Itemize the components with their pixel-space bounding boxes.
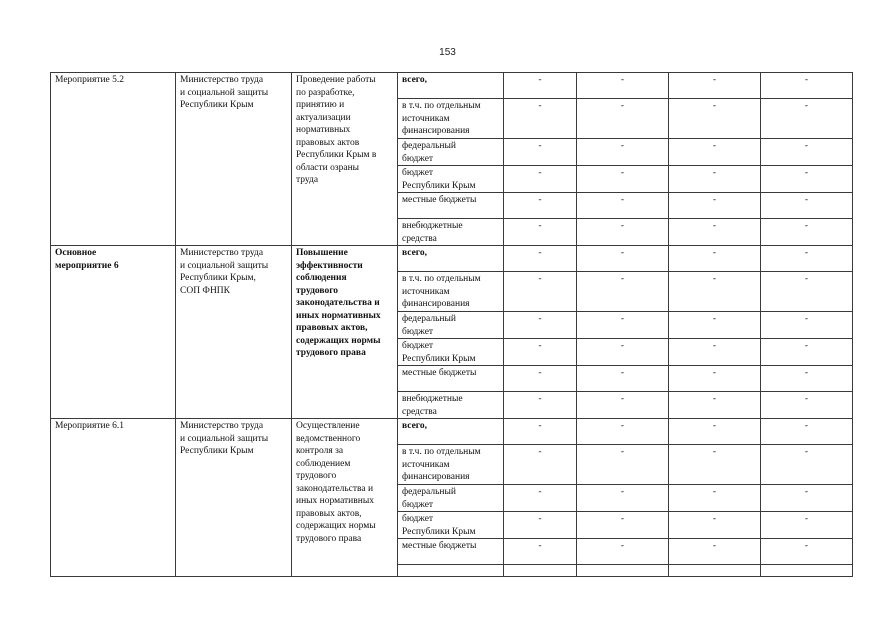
amount-cell: - <box>669 246 761 272</box>
amount-cell: - <box>669 539 761 565</box>
amount-cell: - <box>761 445 853 485</box>
amount-cell: - <box>761 73 853 99</box>
amount-cell: - <box>577 445 669 485</box>
table-row <box>51 246 853 272</box>
page-number: 153 <box>439 47 456 58</box>
amount-cell: - <box>761 419 853 445</box>
empty-cell <box>398 565 504 577</box>
amount-cell: - <box>577 312 669 339</box>
amount-cell: - <box>577 419 669 445</box>
amount-cell: - <box>577 339 669 366</box>
amount-cell: - <box>577 272 669 312</box>
amount-cell: - <box>504 312 577 339</box>
amount-cell: - <box>761 392 853 419</box>
funding-table <box>50 72 853 577</box>
amount-cell: - <box>669 139 761 166</box>
amount-cell: - <box>577 392 669 419</box>
amount-cell: - <box>761 312 853 339</box>
amount-cell: - <box>761 485 853 512</box>
funding-source-cell: внебюджетные средства <box>398 392 504 419</box>
funding-source-cell: местные бюджеты <box>398 539 504 565</box>
amount-cell: - <box>669 166 761 193</box>
amount-cell: - <box>577 193 669 219</box>
funding-source-cell: в т.ч. по отдельным источникам финансирования <box>398 272 504 312</box>
amount-cell: - <box>504 99 577 139</box>
funding-source-cell: всего, <box>398 73 504 99</box>
empty-cell <box>669 565 761 577</box>
amount-cell: - <box>504 339 577 366</box>
table-row <box>51 419 853 445</box>
amount-cell: - <box>504 419 577 445</box>
empty-cell <box>504 565 577 577</box>
executor-cell: Министерство труда и социальной защиты Республики Крым, СОП ФНПК <box>176 246 292 419</box>
amount-cell: - <box>504 193 577 219</box>
description-cell: Повышение эффективности соблюдения трудового законодательства и иных нормативных правовых актов, содержащих нормы трудового права <box>292 246 398 419</box>
empty-cell <box>577 565 669 577</box>
event-cell: Мероприятие 5.2 <box>51 73 176 246</box>
amount-cell: - <box>669 485 761 512</box>
amount-cell: - <box>504 512 577 539</box>
funding-source-cell: бюджет Республики Крым <box>398 512 504 539</box>
amount-cell: - <box>761 166 853 193</box>
amount-cell: - <box>669 392 761 419</box>
event-cell: Мероприятие 6.1 <box>51 419 176 577</box>
funding-source-cell: федеральный бюджет <box>398 139 504 166</box>
empty-cell <box>761 565 853 577</box>
amount-cell: - <box>669 445 761 485</box>
amount-cell: - <box>761 366 853 392</box>
amount-cell: - <box>761 99 853 139</box>
description-cell: Осуществление ведомственного контроля за соблюдением трудового законодательства и иных нормативных правовых актов, содержащих нормы трудового права <box>292 419 398 577</box>
amount-cell: - <box>669 193 761 219</box>
amount-cell: - <box>761 193 853 219</box>
amount-cell: - <box>504 73 577 99</box>
amount-cell: - <box>761 272 853 312</box>
amount-cell: - <box>577 73 669 99</box>
amount-cell: - <box>669 512 761 539</box>
amount-cell: - <box>577 539 669 565</box>
funding-source-cell: бюджет Республики Крым <box>398 339 504 366</box>
amount-cell: - <box>504 539 577 565</box>
amount-cell: - <box>761 539 853 565</box>
amount-cell: - <box>577 485 669 512</box>
amount-cell: - <box>504 445 577 485</box>
funding-source-cell: в т.ч. по отдельным источникам финансирования <box>398 445 504 485</box>
amount-cell: - <box>577 99 669 139</box>
amount-cell: - <box>761 246 853 272</box>
funding-source-cell: внебюджетные средства <box>398 219 504 246</box>
funding-source-cell: федеральный бюджет <box>398 485 504 512</box>
amount-cell: - <box>577 166 669 193</box>
amount-cell: - <box>577 219 669 246</box>
amount-cell: - <box>577 246 669 272</box>
amount-cell: - <box>504 166 577 193</box>
amount-cell: - <box>761 339 853 366</box>
table-row <box>51 73 853 99</box>
amount-cell: - <box>504 139 577 166</box>
amount-cell: - <box>504 366 577 392</box>
amount-cell: - <box>504 219 577 246</box>
amount-cell: - <box>761 139 853 166</box>
amount-cell: - <box>504 485 577 512</box>
amount-cell: - <box>504 272 577 312</box>
amount-cell: - <box>577 512 669 539</box>
amount-cell: - <box>504 392 577 419</box>
funding-source-cell: всего, <box>398 246 504 272</box>
funding-source-cell: всего, <box>398 419 504 445</box>
amount-cell: - <box>577 139 669 166</box>
amount-cell: - <box>761 219 853 246</box>
amount-cell: - <box>577 366 669 392</box>
amount-cell: - <box>669 366 761 392</box>
executor-cell: Министерство труда и социальной защиты Республики Крым <box>176 73 292 246</box>
description-cell: Проведение работы по разработке, принятию и актуализации нормативных правовых актов Республики Крым в области озраны труда <box>292 73 398 246</box>
funding-source-cell: местные бюджеты <box>398 366 504 392</box>
amount-cell: - <box>504 246 577 272</box>
amount-cell: - <box>669 99 761 139</box>
amount-cell: - <box>669 272 761 312</box>
amount-cell: - <box>669 339 761 366</box>
funding-source-cell: в т.ч. по отдельным источникам финансирования <box>398 99 504 139</box>
amount-cell: - <box>761 512 853 539</box>
funding-source-cell: федеральный бюджет <box>398 312 504 339</box>
amount-cell: - <box>669 73 761 99</box>
executor-cell: Министерство труда и социальной защиты Республики Крым <box>176 419 292 577</box>
amount-cell: - <box>669 219 761 246</box>
funding-source-cell: бюджет Республики Крым <box>398 166 504 193</box>
amount-cell: - <box>669 419 761 445</box>
funding-source-cell: местные бюджеты <box>398 193 504 219</box>
event-cell: Основное мероприятие 6 <box>51 246 176 419</box>
amount-cell: - <box>669 312 761 339</box>
